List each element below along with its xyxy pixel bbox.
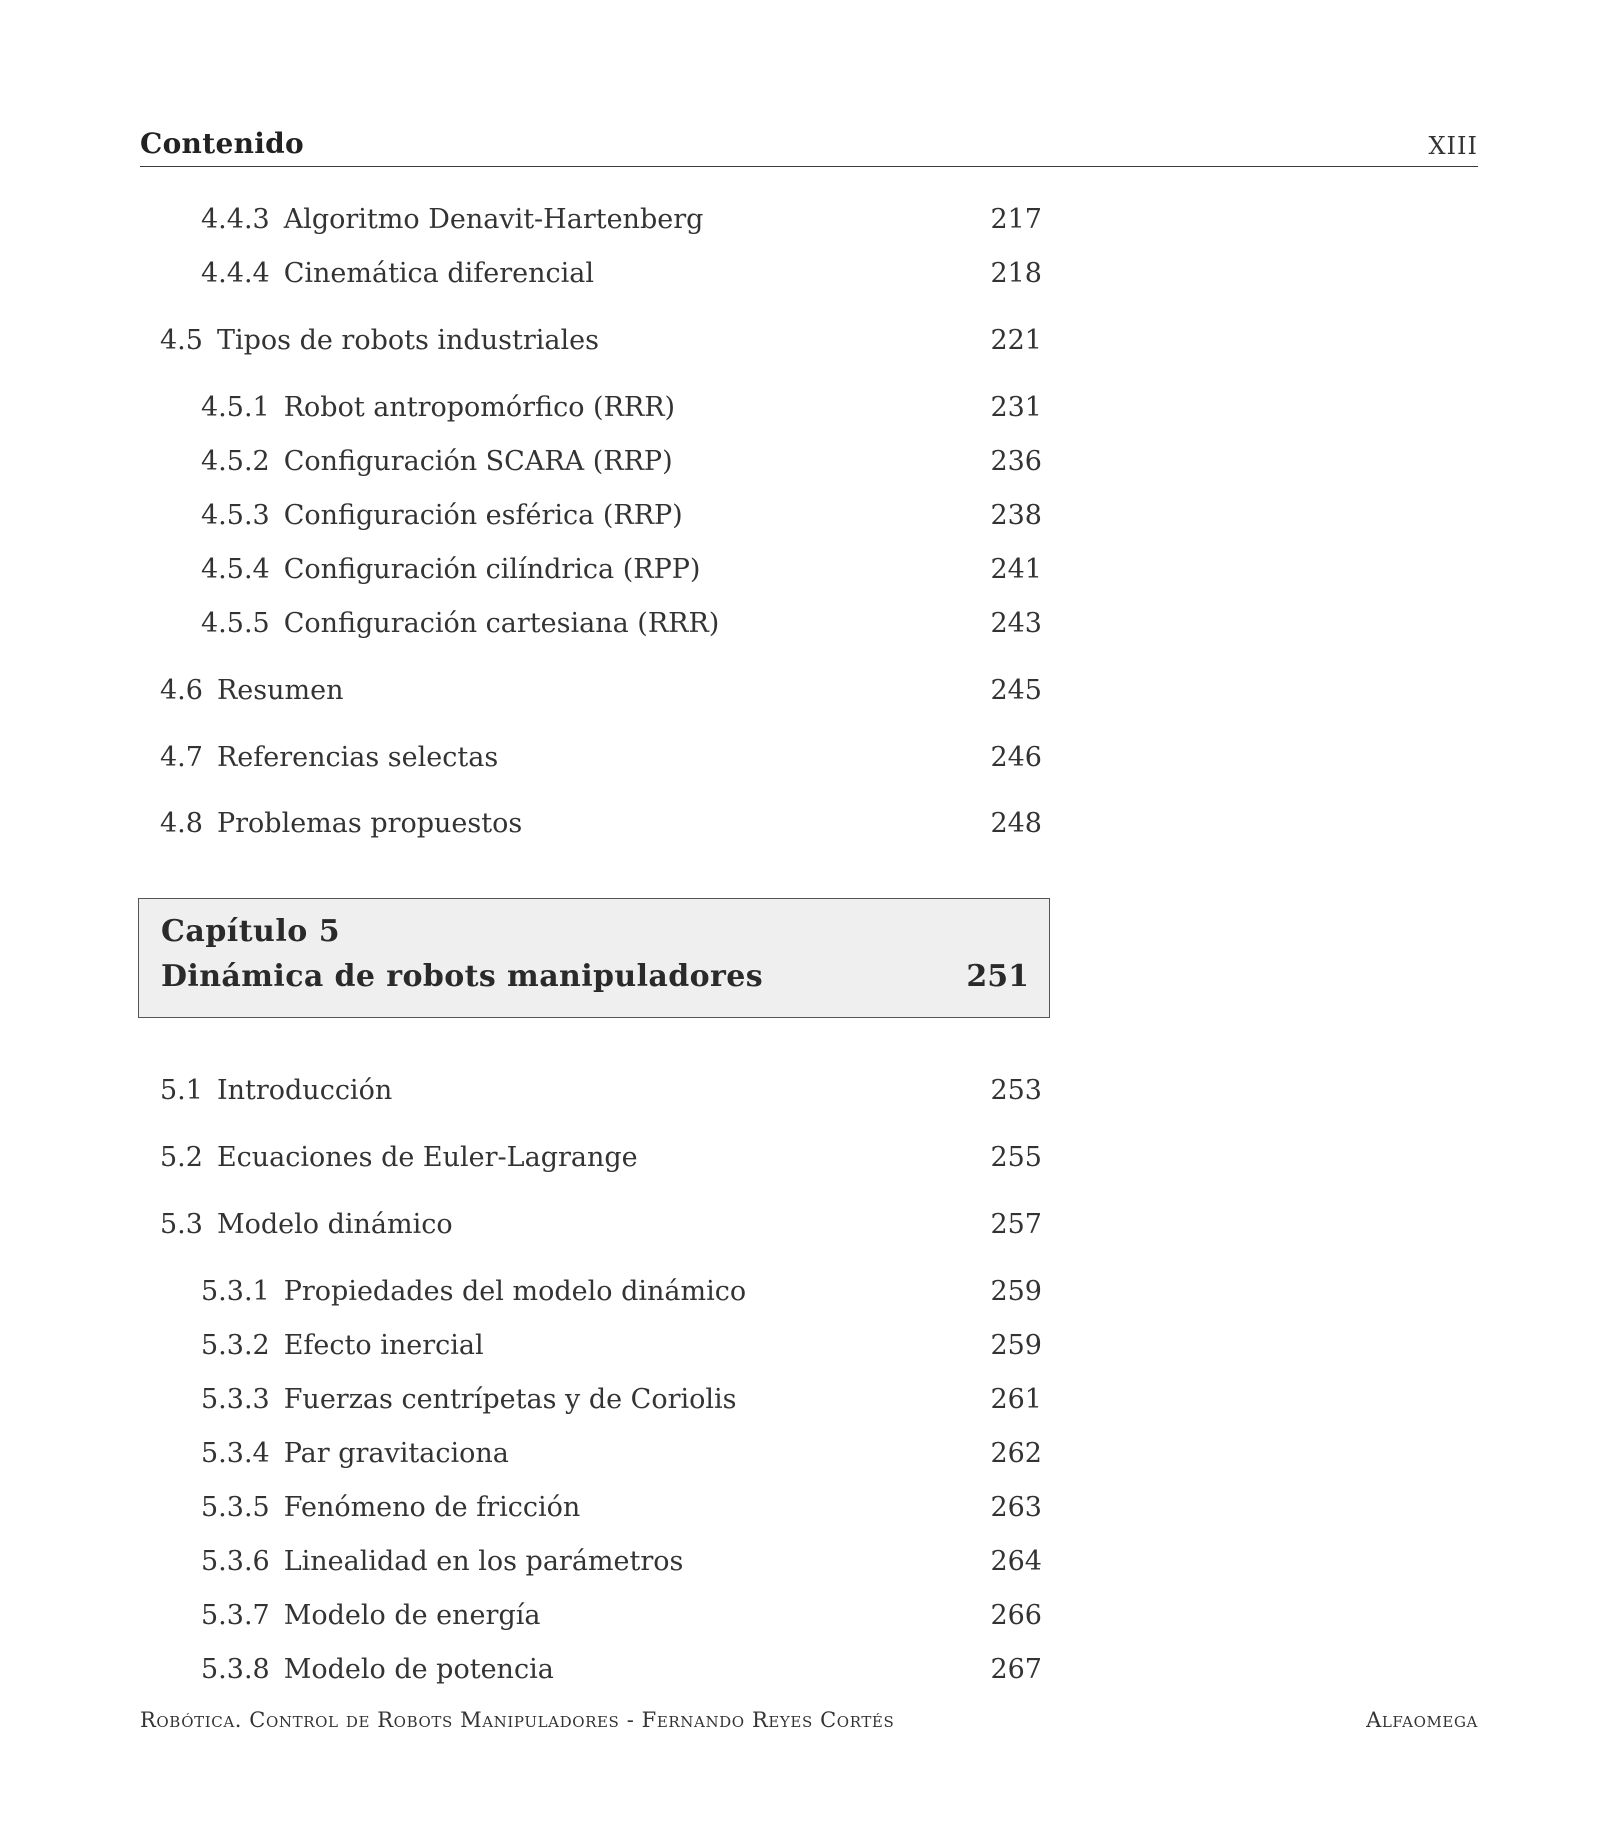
toc-entry-title: Resumen [216, 675, 344, 706]
chapter-heading-box[interactable] [138, 898, 1050, 1018]
toc-entry-number: 5.3.6 [201, 1546, 270, 1577]
toc-entry-number: 5.2 [160, 1142, 203, 1173]
toc-entry-number: 4.4.3 [201, 204, 270, 235]
toc-entry-number: 5.1 [160, 1075, 203, 1106]
toc-entry[interactable] [201, 1384, 737, 1415]
toc-entry-title: Modelo de potencia [283, 1654, 554, 1685]
toc-entry-page: 262 [990, 1438, 1042, 1469]
toc-entry-page: 243 [990, 608, 1042, 639]
toc-entry-number: 4.8 [160, 808, 203, 839]
toc-entry-page: 267 [990, 1654, 1042, 1685]
toc-entry-page: 241 [990, 554, 1042, 585]
toc-entry-page: 257 [990, 1209, 1042, 1240]
running-footer [140, 1708, 1478, 1738]
toc-entry-number: 4.5 [160, 325, 203, 356]
toc-entry-number: 5.3.2 [201, 1330, 270, 1361]
toc-entry-title: Modelo dinámico [216, 1209, 453, 1240]
toc-entry[interactable] [160, 1075, 392, 1106]
toc-entry-title: Efecto inercial [283, 1330, 484, 1361]
toc-entry-page: 266 [990, 1600, 1042, 1631]
chapter-title: Dinámica de robots manipuladores [161, 959, 764, 994]
toc-entry-number: 5.3.3 [201, 1384, 270, 1415]
toc-entry-page: 248 [990, 808, 1042, 839]
toc-entry-title: Propiedades del modelo dinámico [283, 1276, 747, 1307]
toc-entry-page: 231 [990, 392, 1042, 423]
toc-entry-number: 4.5.2 [201, 446, 270, 477]
toc-entry-number: 4.7 [160, 742, 203, 773]
footer-publisher: Alfaomega [1366, 1708, 1478, 1732]
toc-entry[interactable] [201, 258, 594, 289]
toc-entry-page: 255 [990, 1142, 1042, 1173]
toc-entry[interactable] [160, 325, 599, 356]
toc-entry[interactable] [160, 808, 522, 839]
toc-entry[interactable] [201, 554, 700, 585]
toc-entry-page: 261 [990, 1384, 1042, 1415]
toc-entry[interactable] [160, 675, 343, 706]
toc-entry-number: 4.4.4 [201, 258, 270, 289]
toc-entry-title: Configuración esférica (RRP) [283, 500, 683, 531]
toc-entry-title: Tipos de robots industriales [216, 325, 599, 356]
toc-entry-title: Fenómeno de fricción [283, 1492, 581, 1523]
toc-entry[interactable] [160, 1209, 453, 1240]
toc-entry-number: 4.6 [160, 675, 203, 706]
toc-entry-page: 263 [990, 1492, 1042, 1523]
toc-entry-page: 245 [990, 675, 1042, 706]
toc-entry-page: 236 [990, 446, 1042, 477]
toc-entry-page: 238 [990, 500, 1042, 531]
toc-entry-title: Fuerzas centrípetas y de Coriolis [283, 1384, 737, 1415]
toc-entry-number: 4.5.5 [201, 608, 270, 639]
toc-entry-page: 221 [990, 325, 1042, 356]
footer-book-title: Robótica. Control de Robots Manipuladores - Fernando Reyes Cortés [140, 1708, 895, 1732]
toc-entry[interactable] [201, 204, 703, 235]
toc-entry-title: Linealidad en los parámetros [283, 1546, 684, 1577]
toc-entry-number: 5.3.7 [201, 1600, 270, 1631]
toc-entry[interactable] [201, 608, 719, 639]
toc-entry-page: 253 [990, 1075, 1042, 1106]
toc-entry-page: 217 [990, 204, 1042, 235]
toc-entry-number: 5.3.5 [201, 1492, 270, 1523]
toc-entry[interactable] [201, 1654, 554, 1685]
toc-entry-title: Problemas propuestos [216, 808, 523, 839]
toc-entry-page: 218 [990, 258, 1042, 289]
toc-entry-title: Configuración cartesiana (RRR) [283, 608, 720, 639]
chapter-page: 251 [966, 959, 1029, 994]
toc-entry-title: Ecuaciones de Euler-Lagrange [216, 1142, 638, 1173]
toc-entry-title: Algoritmo Denavit-Hartenberg [283, 204, 704, 235]
toc-entry[interactable] [201, 500, 683, 531]
toc-entry-number: 5.3.8 [201, 1654, 270, 1685]
toc-entry-title: Referencias selectas [216, 742, 499, 773]
toc-entry-page: 246 [990, 742, 1042, 773]
toc-entry-number: 5.3.1 [201, 1276, 270, 1307]
toc-entry-page: 259 [990, 1276, 1042, 1307]
toc-entry[interactable] [201, 1276, 746, 1307]
running-header [140, 122, 1478, 167]
toc-entry-title: Configuración cilíndrica (RPP) [283, 554, 701, 585]
toc-entry-number: 5.3.4 [201, 1438, 270, 1469]
toc-entry[interactable] [201, 1600, 540, 1631]
toc-entry[interactable] [201, 1546, 683, 1577]
chapter-label: Capítulo 5 [161, 914, 341, 949]
toc-entry-title: Configuración SCARA (RRP) [283, 446, 673, 477]
toc-entry[interactable] [201, 1492, 580, 1523]
toc-entry-page: 259 [990, 1330, 1042, 1361]
toc-entry[interactable] [160, 1142, 638, 1173]
toc-entry[interactable] [201, 1330, 484, 1361]
toc-entry-number: 4.5.1 [201, 392, 270, 423]
toc-entry-number: 4.5.4 [201, 554, 270, 585]
header-page-number: XIII [1428, 132, 1478, 160]
toc-entry-number: 5.3 [160, 1209, 203, 1240]
toc-entry[interactable] [160, 742, 498, 773]
toc-entry-title: Modelo de energía [283, 1600, 541, 1631]
toc-entry[interactable] [201, 1438, 509, 1469]
toc-entry-title: Introducción [216, 1075, 393, 1106]
header-section-title: Contenido [140, 127, 305, 160]
toc-entry-title: Robot antropomórfico (RRR) [283, 392, 676, 423]
toc-entry-number: 4.5.3 [201, 500, 270, 531]
toc-entry[interactable] [201, 446, 673, 477]
toc-entry-title: Cinemática diferencial [283, 258, 595, 289]
toc-entry-page: 264 [990, 1546, 1042, 1577]
toc-entry[interactable] [201, 392, 675, 423]
toc-entry-title: Par gravitaciona [283, 1438, 509, 1469]
